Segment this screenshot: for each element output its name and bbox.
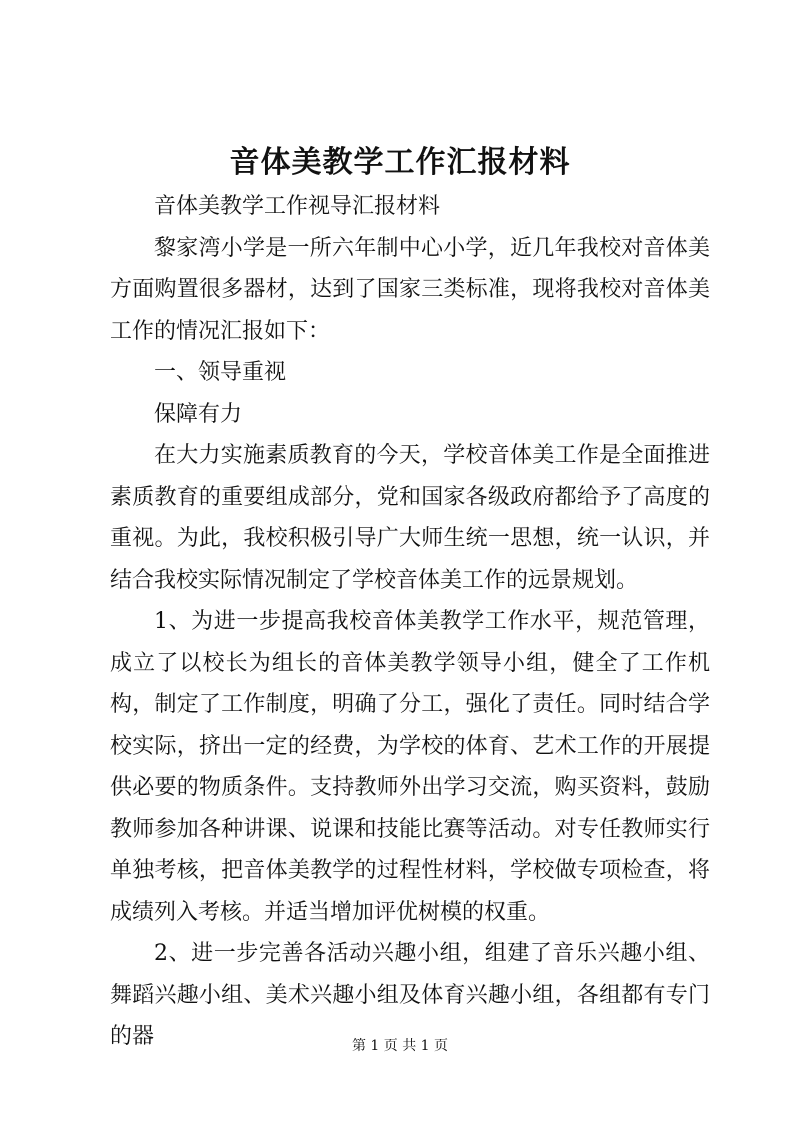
section-heading: 一、领导重视 (154, 360, 287, 385)
body-paragraph: 2、进一步完善各活动兴趣小组，组建了音乐兴趣小组、舞蹈兴趣小组、美术兴趣小组及体育兴趣小组，各组都有专门的器 (110, 941, 710, 1049)
intro-paragraph: 黎家湾小学是一所六年制中心小学，近几年我校对音体美方面购置很多器材，达到了国家三类标准，现将我校对音体美工作的情况汇报如下： (110, 235, 710, 344)
document-body (110, 186, 710, 1058)
page-footer: 第 1 页 共 1 页 (351, 1038, 449, 1054)
subtitle-paragraph: 音体美教学工作视导汇报材料 (154, 194, 441, 219)
section-subheading: 保障有力 (154, 401, 243, 427)
body-paragraph: 1、为进一步提高我校音体美教学工作水平，规范管理，成立了以校长为组长的音体美教学领导小组，健全了工作机构，制定了工作制度，明确了分工，强化了责任。同时结合学校实际，挤出一定的经费，为学校的体育、艺术工作的开展提供必要的物质条件。支持教师外出学习交流，购买资料，鼓励教师参加各种讲课、说课和技能比赛等活动。对专任教师实行单独考核，把音体美教学的过程性材料，学校做专项检查，将成绩列入考核。并适当增加评优树模的权重。 (110, 609, 710, 925)
body-paragraph: 在大力实施素质教育的今天，学校音体美工作是全面推进素质教育的重要组成部分，党和国家各级政府都给予了高度的重视。为此，我校积极引导广大师生统一思想，统一认识，并结合我校实际情况制定了学校音体美工作的远景规划。 (110, 443, 710, 593)
document-title: 音体美教学工作汇报材料 (229, 145, 571, 180)
